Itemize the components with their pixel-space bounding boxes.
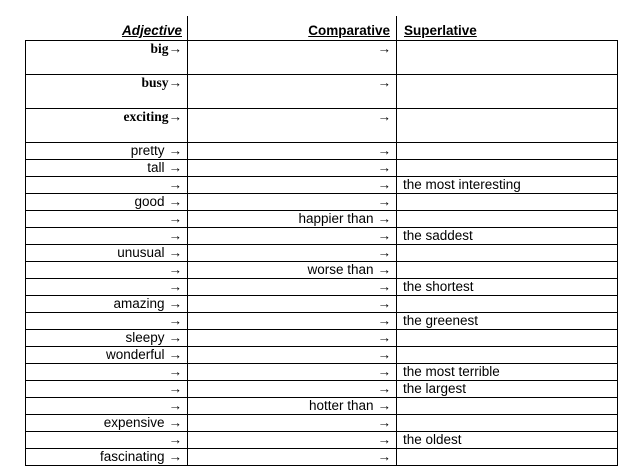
arrow-right-icon: → — [168, 211, 182, 226]
superlative-cell[interactable] — [397, 432, 618, 449]
table-row — [26, 432, 618, 449]
comparative-cell[interactable] — [188, 228, 397, 245]
arrow-right-icon: → — [377, 347, 391, 362]
adjective-cell[interactable] — [26, 177, 188, 194]
superlative-cell[interactable] — [397, 313, 618, 330]
arrow-right-icon: → — [377, 177, 391, 192]
comparative-header: Comparative — [308, 23, 390, 38]
arrow-right-icon: → — [168, 330, 182, 345]
comparative-cell[interactable] — [188, 211, 397, 228]
arrow-right-icon: → — [377, 330, 391, 345]
adjective-cell[interactable] — [26, 262, 188, 279]
comparative-cell[interactable] — [188, 364, 397, 381]
comparative-cell[interactable] — [188, 177, 397, 194]
comparative-cell[interactable] — [188, 41, 397, 75]
adjective-text: tall — [147, 160, 165, 175]
arrow-right-icon: → — [377, 262, 391, 277]
table-row — [26, 449, 618, 466]
comparative-cell[interactable] — [188, 279, 397, 296]
adjective-text: unusual — [117, 245, 165, 260]
arrow-right-icon: → — [168, 262, 182, 277]
comparative-cell[interactable] — [188, 432, 397, 449]
table-row — [26, 279, 618, 296]
arrow-right-icon: → — [168, 313, 182, 328]
comparative-text: happier than — [298, 211, 374, 226]
arrow-right-icon: → — [377, 194, 391, 209]
comparative-cell[interactable] — [188, 381, 397, 398]
adjective-cell[interactable] — [26, 415, 188, 432]
superlative-cell[interactable] — [397, 262, 618, 279]
table-row — [26, 330, 618, 347]
superlative-text: the saddest — [403, 228, 473, 243]
arrow-right-icon: → — [377, 296, 391, 311]
arrow-right-icon: → — [168, 398, 182, 413]
superlative-cell[interactable] — [397, 449, 618, 466]
adjective-header: Adjective — [121, 23, 182, 38]
adjective-text: busy — [141, 75, 169, 90]
comparative-cell[interactable] — [188, 313, 397, 330]
adjective-cell[interactable] — [26, 211, 188, 228]
table-row — [26, 109, 618, 143]
superlative-cell[interactable] — [397, 347, 618, 364]
arrow-right-icon: → — [377, 415, 391, 430]
table-row — [26, 398, 618, 415]
table-row — [26, 75, 618, 109]
adjective-cell[interactable] — [26, 160, 188, 177]
comparative-cell[interactable] — [188, 330, 397, 347]
arrow-right-icon: → — [377, 109, 391, 124]
table-row — [26, 245, 618, 262]
table-row — [26, 415, 618, 432]
arrow-right-icon: → — [168, 449, 182, 464]
superlative-cell[interactable] — [397, 194, 618, 211]
table-row — [26, 143, 618, 160]
table-row — [26, 262, 618, 279]
arrow-right-icon: → — [377, 279, 391, 294]
adjective-cell[interactable] — [26, 449, 188, 466]
adjective-cell[interactable] — [26, 109, 188, 143]
table-row — [26, 41, 618, 75]
arrow-right-icon: → — [377, 160, 391, 175]
arrow-right-icon: → — [377, 381, 391, 396]
arrow-right-icon: → — [168, 245, 182, 260]
superlative-cell[interactable] — [397, 364, 618, 381]
arrow-right-icon: → — [377, 41, 391, 56]
arrow-right-icon: → — [168, 160, 182, 175]
superlative-cell[interactable] — [397, 211, 618, 228]
adjective-text: good — [134, 194, 165, 209]
arrow-right-icon: → — [377, 228, 391, 243]
adjective-text: big — [150, 41, 169, 56]
superlative-text: the largest — [403, 381, 467, 396]
comparative-cell[interactable] — [188, 160, 397, 177]
adjective-cell[interactable] — [26, 245, 188, 262]
adjective-cell[interactable] — [26, 75, 188, 109]
arrow-right-icon: → — [168, 194, 182, 209]
adjective-cell[interactable] — [26, 194, 188, 211]
superlative-cell[interactable] — [397, 228, 618, 245]
table-row — [26, 177, 618, 194]
adjective-text: fascinating — [99, 449, 165, 464]
comparative-cell[interactable] — [188, 75, 397, 109]
arrow-right-icon: → — [168, 381, 182, 396]
arrow-right-icon: → — [377, 432, 391, 447]
comparative-cell[interactable] — [188, 296, 397, 313]
comparative-cell[interactable] — [188, 415, 397, 432]
comparative-cell[interactable] — [188, 347, 397, 364]
arrow-right-icon: → — [377, 449, 391, 464]
arrow-right-icon: → — [377, 313, 391, 328]
superlative-cell[interactable] — [397, 398, 618, 415]
adjective-text: exciting — [123, 109, 169, 124]
comparative-cell[interactable] — [188, 194, 397, 211]
superlative-cell[interactable] — [397, 143, 618, 160]
adjective-cell[interactable] — [26, 381, 188, 398]
adjective-table — [25, 40, 618, 466]
adjective-cell[interactable] — [26, 330, 188, 347]
table-row — [26, 364, 618, 381]
table-row — [26, 211, 618, 228]
arrow-right-icon: → — [168, 41, 182, 56]
arrow-right-icon: → — [377, 143, 391, 158]
comparative-cell[interactable] — [188, 109, 397, 143]
superlative-cell[interactable] — [397, 75, 618, 109]
arrow-right-icon: → — [377, 398, 391, 413]
table-row — [26, 296, 618, 313]
adjective-text: wonderful — [105, 347, 165, 362]
adjective-text: sleepy — [125, 330, 165, 345]
table-row — [26, 160, 618, 177]
superlative-cell[interactable] — [397, 279, 618, 296]
superlative-cell[interactable] — [397, 41, 618, 75]
superlative-cell[interactable] — [397, 245, 618, 262]
adjective-cell[interactable] — [26, 41, 188, 75]
superlative-cell[interactable] — [397, 109, 618, 143]
superlative-header: Superlative — [404, 23, 477, 38]
comparative-cell[interactable] — [188, 143, 397, 160]
adjective-cell[interactable] — [26, 143, 188, 160]
table-row — [26, 381, 618, 398]
comparative-text: worse than — [307, 262, 374, 277]
superlative-text: the most interesting — [403, 177, 521, 192]
adjective-text: expensive — [103, 415, 165, 430]
superlative-cell[interactable] — [397, 415, 618, 432]
adjective-cell[interactable] — [26, 347, 188, 364]
arrow-right-icon: → — [168, 279, 182, 294]
comparative-cell[interactable] — [188, 398, 397, 415]
superlative-cell[interactable] — [397, 296, 618, 313]
table-row — [26, 313, 618, 330]
arrow-right-icon: → — [168, 415, 182, 430]
table-row — [26, 228, 618, 245]
superlative-text: the most terrible — [403, 364, 500, 379]
adjective-cell[interactable] — [26, 398, 188, 415]
arrow-right-icon: → — [377, 245, 391, 260]
adjective-cell[interactable] — [26, 313, 188, 330]
arrow-right-icon: → — [168, 177, 182, 192]
superlative-cell[interactable] — [397, 330, 618, 347]
adjective-cell[interactable] — [26, 228, 188, 245]
superlative-text: the greenest — [403, 313, 479, 328]
arrow-right-icon: → — [168, 432, 182, 447]
arrow-right-icon: → — [168, 109, 182, 124]
arrow-right-icon: → — [168, 296, 182, 311]
arrow-right-icon: → — [168, 347, 182, 362]
arrow-right-icon: → — [377, 211, 391, 226]
column-divider-right — [396, 16, 397, 40]
adjective-text: pretty — [130, 143, 165, 158]
table-row — [26, 347, 618, 364]
adjective-cell[interactable] — [26, 296, 188, 313]
comparative-text: hotter than — [308, 398, 374, 413]
superlative-text: the shortest — [403, 279, 474, 294]
arrow-right-icon: → — [168, 75, 182, 90]
arrow-right-icon: → — [168, 364, 182, 379]
arrow-right-icon: → — [377, 75, 391, 90]
comparative-cell[interactable] — [188, 245, 397, 262]
adjective-cell[interactable] — [26, 279, 188, 296]
superlative-cell[interactable] — [397, 177, 618, 194]
comparative-cell[interactable] — [188, 449, 397, 466]
adjective-cell[interactable] — [26, 432, 188, 449]
arrow-right-icon: → — [168, 143, 182, 158]
adjective-cell[interactable] — [26, 364, 188, 381]
adjective-text: amazing — [113, 296, 165, 311]
arrow-right-icon: → — [168, 228, 182, 243]
comparative-cell[interactable] — [188, 262, 397, 279]
superlative-cell[interactable] — [397, 160, 618, 177]
table-row — [26, 194, 618, 211]
superlative-text: the oldest — [403, 432, 462, 447]
superlative-cell[interactable] — [397, 381, 618, 398]
arrow-right-icon: → — [377, 364, 391, 379]
